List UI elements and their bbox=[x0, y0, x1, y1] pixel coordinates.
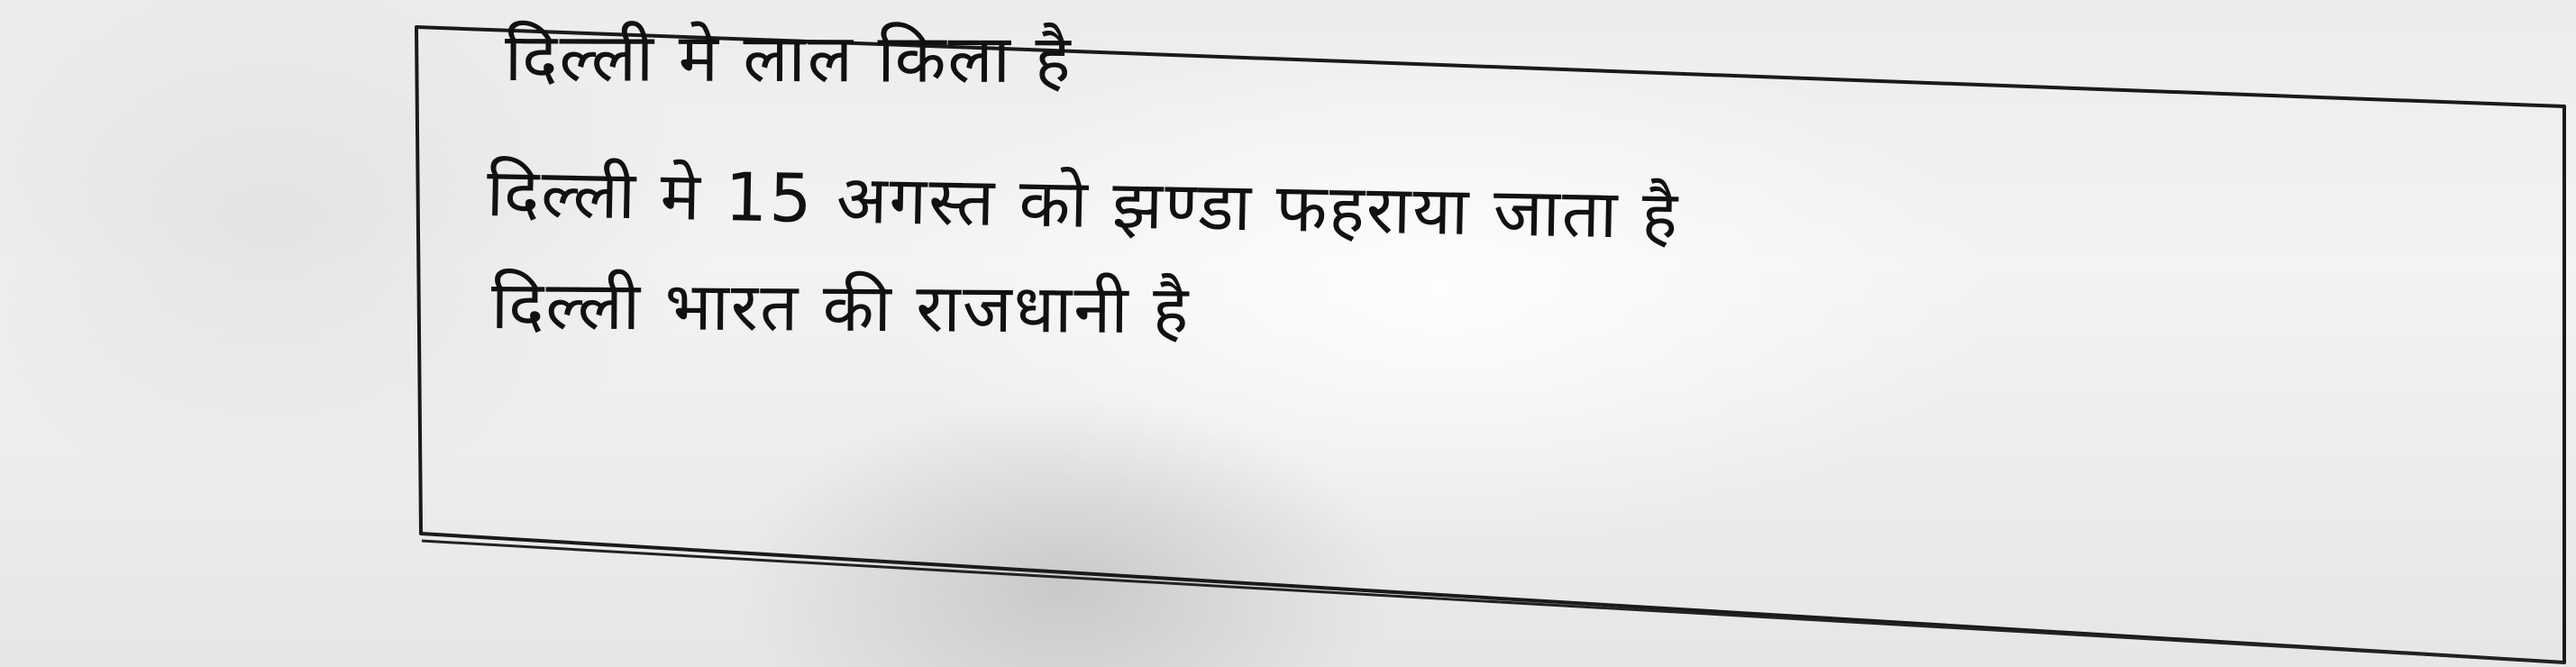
note-line-1: दिल्ली मे लाल किला है bbox=[504, 19, 1073, 99]
note-line-3: दिल्ली भारत की राजधानी है bbox=[490, 267, 1191, 350]
box-bottom-edge bbox=[422, 541, 2564, 662]
note-line-2: दिल्ली मे 15 अगस्त को झण्डा फहराया जाता है bbox=[486, 154, 1680, 255]
